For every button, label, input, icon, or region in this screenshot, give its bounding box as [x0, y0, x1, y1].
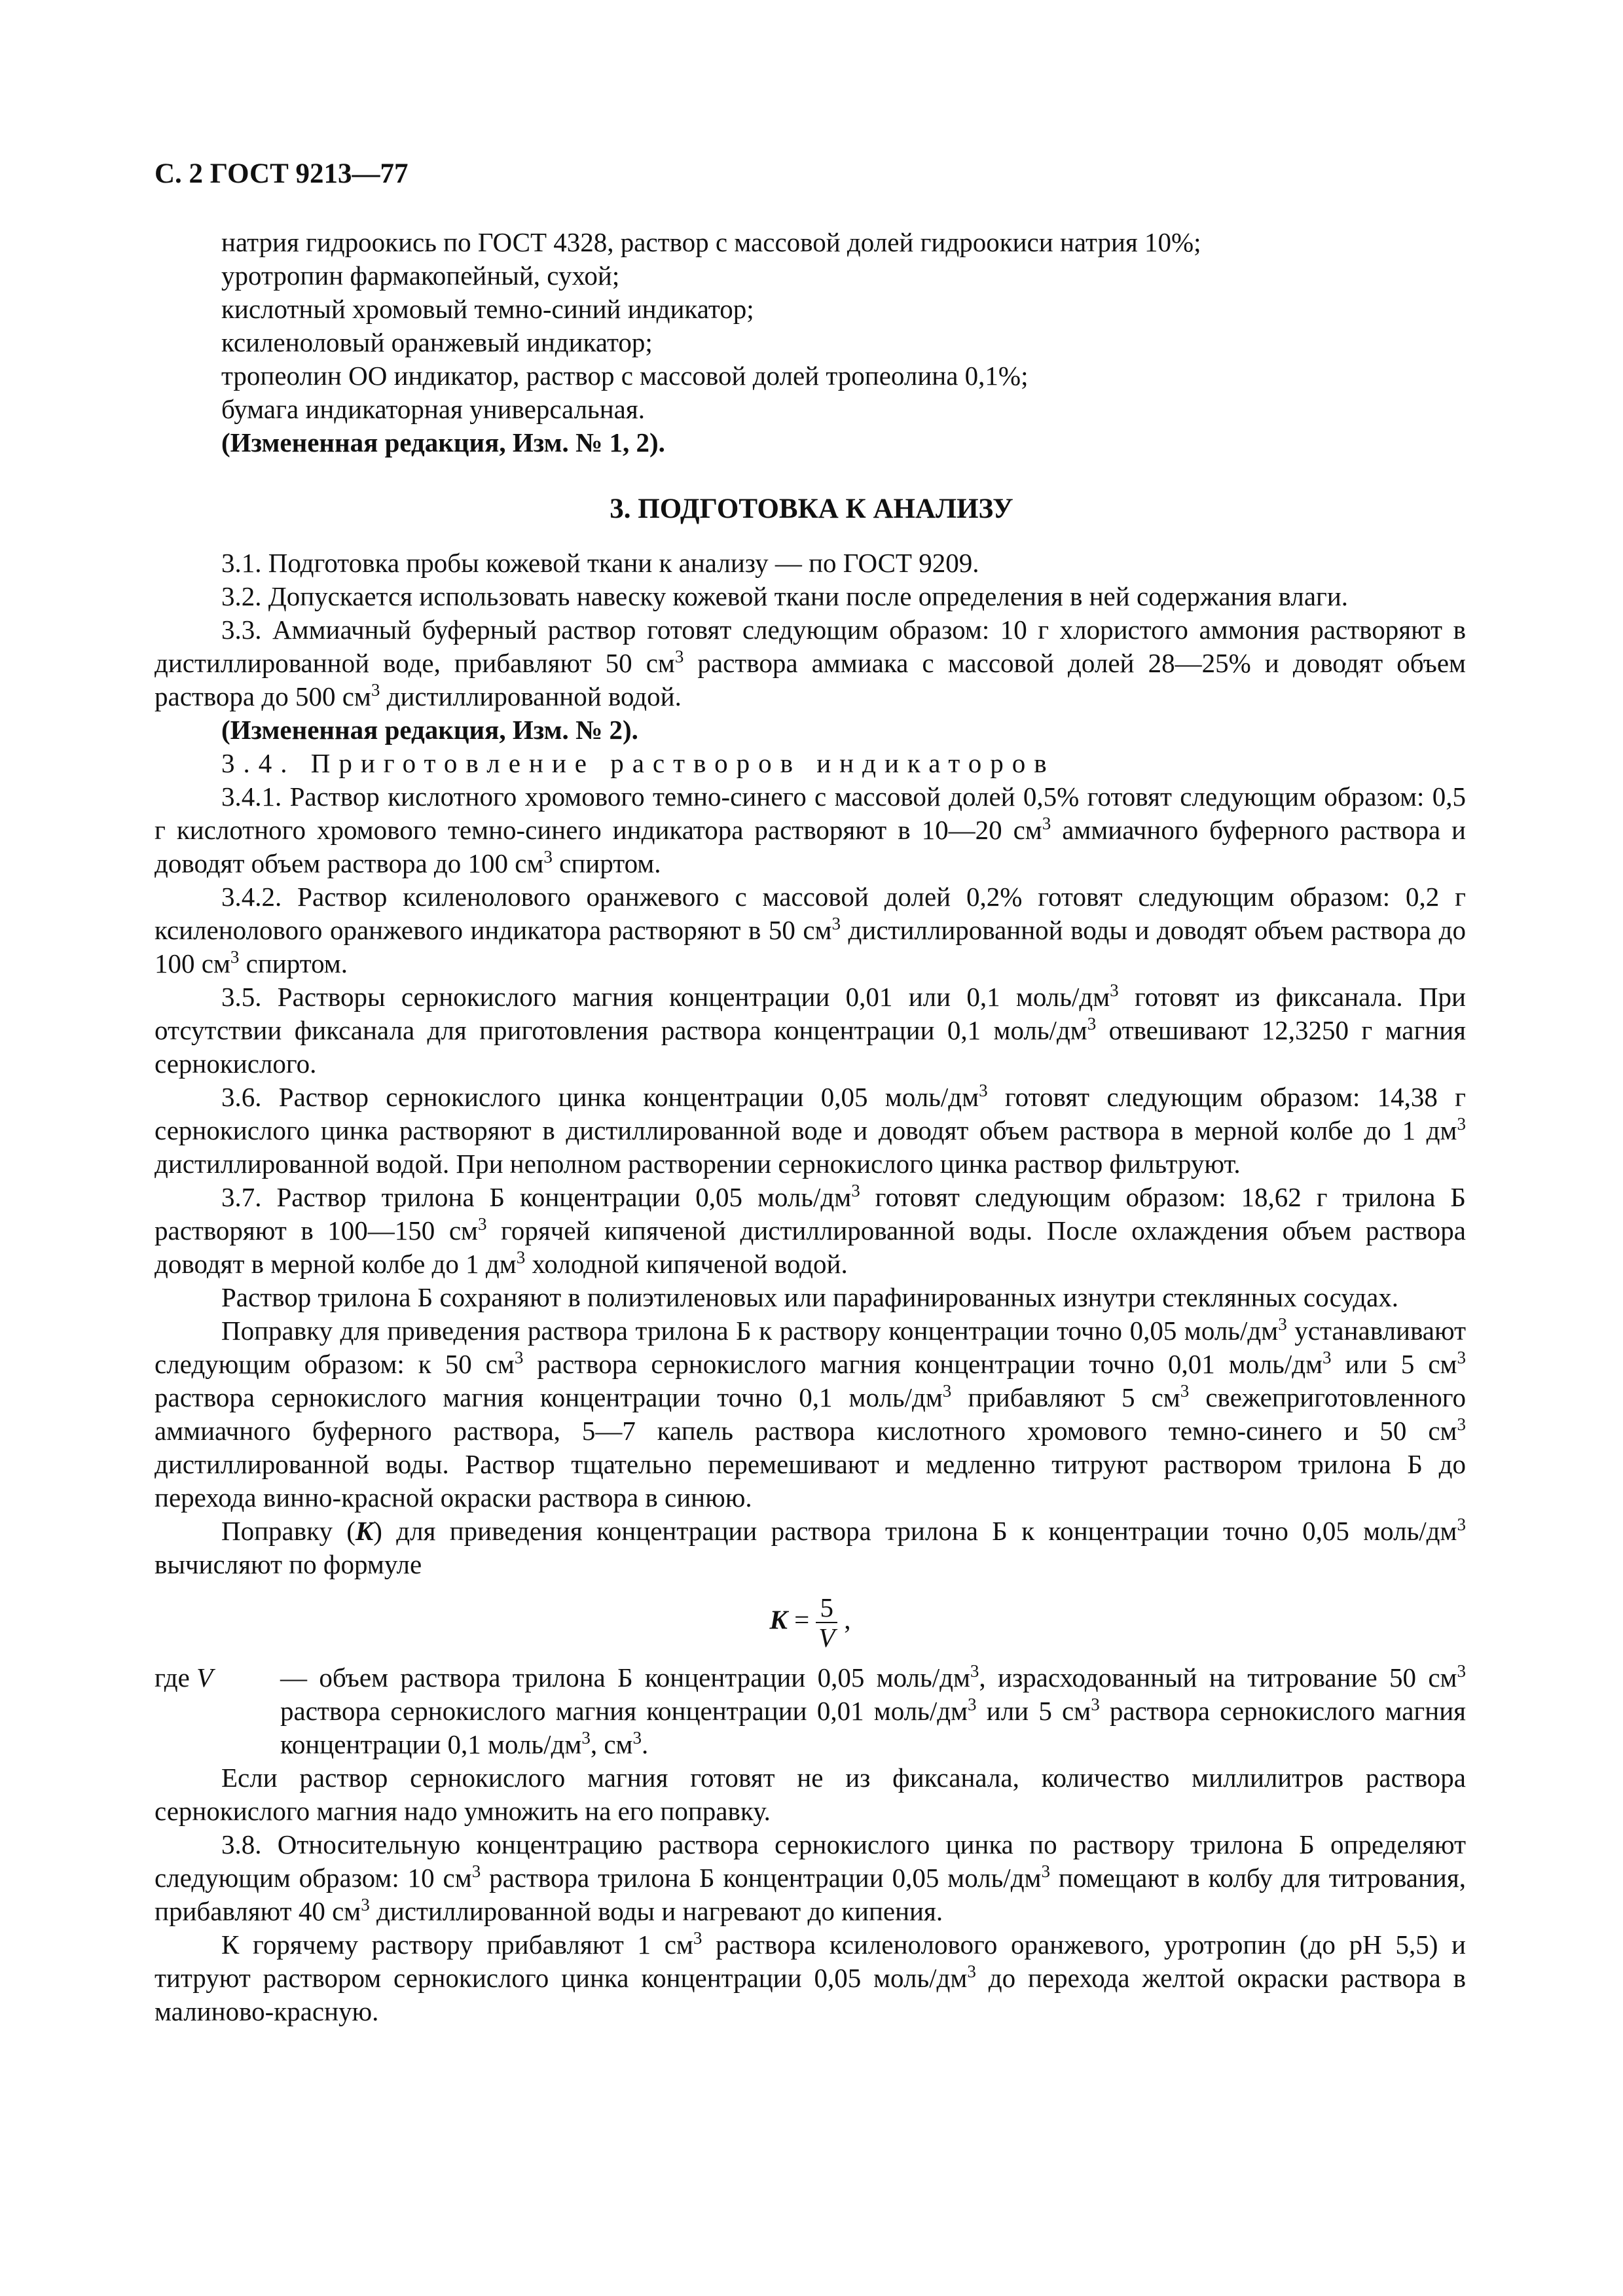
revision-note: (Измененная редакция, Изм. № 1, 2).	[221, 427, 665, 457]
formula-k: K = $\frac{5}{V}$ ,	[769, 1592, 851, 1653]
paragraph-correction: Поправку для приведения раствора трилона Б к раствору концентрации точно 0,05 моль/$дм^3$ устанавливают следующим образом: к 50 $см^3$ раствора сернокислого магния концентрации точно 0,01 моль/$дм^3$ или 5 $см^3$ раствора сернокислого магния концентрации точно 0,1 моль/$дм^3$ прибавляют 5 $см^3$ свежеприготовленного аммиачного буферного раствора, 5—7 капель раствора кислотного хромового темно-синего и 50 $см^3$ дистиллированной воды. Раствор тщательно перемешивают и медленно титруют раствором трилона Б до перехода винно-красной окраски раствора в синюю.	[155, 1314, 1466, 1513]
list-item: ксиленоловый оранжевый индикатор;	[221, 327, 653, 357]
page-header: С. 2 ГОСТ 9213—77	[155, 158, 409, 189]
paragraph-3-3: 3.3. Аммиачный буферный раствор готовят следующим образом: 10 г хлористого аммония растворяют в дистиллированной воде, прибавляют 50 $см^3$ раствора аммиака с массовой долей 28—25% и доводят объем раствора до 500 $см^3$ дистиллированной водой.	[155, 615, 1466, 711]
revision-note: (Измененная редакция, Изм. № 2).	[221, 715, 638, 745]
list-item: бумага индикаторная универсальная.	[221, 394, 645, 424]
paragraph-storage: Раствор трилона Б сохраняют в полиэтиленовых или парафинированных изнутри стеклянных сосудах.	[221, 1282, 1399, 1312]
paragraph-3-7: 3.7. Раствор трилона Б концентрации 0,05 моль/$дм^3$ готовят следующим образом: 18,62 г трилона Б растворяют в 100—150 $см^3$ горячей кипяченой дистиллированной воды. После охлаждения объем раствора доводят в мерной колбе до 1 $дм^3$ холодной кипяченой водой.	[155, 1181, 1466, 1279]
formula-fraction: $\frac{5}{V}$	[816, 1593, 837, 1652]
paragraph-3-6: 3.6. Раствор сернокислого цинка концентрации 0,05 моль/$дм^3$ готовят следующим образом: 14,38 г сернокислого цинка растворяют в дистиллированной воде и доводят объем раствора в мерной колбе до 1 $дм^3$ дистиллированной водой. При неполном растворении сернокислого цинка раствор фильтруют.	[155, 1081, 1467, 1179]
paragraph-3-4-1: 3.4.1. Раствор кислотного хромового темно-синего с массовой долей 0,5% готовят следующим образом: 0,5 г кислотного хромового темно-синего индикатора растворяют в 10—20 $см^3$ аммиачного буферного раствора и доводят объем раствора до 100 $см^3$ спиртом.	[155, 781, 1466, 878]
paragraph-3-8: 3.8. Относительную концентрацию раствора сернокислого цинка по раствору трилона Б определяют следующим образом: 10 $см^3$ раствора трилона Б концентрации 0,05 моль/$дм^3$ помещают в колбу для титрования, прибавляют 40 $см^3$ дистиллированной воды и нагревают до кипения.	[155, 1829, 1466, 1926]
legend-text: — объем раствора трилона Б концентрации 0,05 моль/$дм^3$, израсходованный на титрование 50 $см^3$ раствора сернокислого магния концентрации 0,01 моль/$дм^3$ или 5 $см^3$ раствора сернокислого магния концентрации 0,1 моль/$дм^3$, $см^3$.	[280, 1661, 1466, 1759]
paragraph-correction-k: Поправку (K) для приведения концентрации раствора трилона Б к концентрации точно 0,05 моль/$дм^3$ вычисляют по формуле	[155, 1515, 1466, 1579]
paragraph-3-2: 3.2. Допускается использовать навеску кожевой ткани после определения в ней содержания влаги.	[221, 581, 1349, 611]
list-item: уротропин фармакопейный, сухой;	[221, 260, 620, 291]
paragraph-3-4-2: 3.4.2. Раствор ксиленолового оранжевого с массовой долей 0,2% готовят следующим образом: 0,2 г ксиленолового оранжевого индикатора растворяют в 50 $см^3$ дистиллированной воды и доводят объем раствора до 100 $см^3$ спиртом.	[155, 882, 1466, 978]
section-title: 3. ПОДГОТОВКА К АНАЛИЗУ	[610, 493, 1013, 524]
section-body	[155, 547, 1466, 2028]
list-item: кислотный хромовый темно-синий индикатор;	[221, 294, 754, 324]
reagent-list	[221, 226, 1465, 459]
paragraph-fixanal: Если раствор сернокислого магния готовят не из фиксанала, количество миллилитров раствора сернокислого магния надо умножить на его поправку.	[155, 1763, 1466, 1826]
list-item: тропеолин ОО индикатор, раствор с массовой долей тропеолина 0,1%;	[221, 361, 1029, 391]
paragraph-3-5: 3.5. Растворы сернокислого магния концентрации 0,01 или 0,1 моль/$дм^3$ готовят из фиксанала. При отсутствии фиксанала для приготовления раствора концентрации 0,1 моль/$дм^3$ отвешивают 12,3250 г магния сернокислого.	[155, 980, 1467, 1079]
list-item: натрия гидроокись по ГОСТ 4328, раствор с массовой долей гидроокиси натрия 10%;	[221, 227, 1201, 257]
paragraph-hot-solution: К горячему раствору прибавляют 1 $см^3$ раствора ксиленолового оранжевого, уротропин (до рН 5,5) и титруют раствором сернокислого цинка концентрации 0,05 моль/$дм^3$ до перехода желтой окраски раствора в малиново-красную.	[155, 1928, 1467, 2026]
paragraph-3-1: 3.1. Подготовка пробы кожевой ткани к анализу — по ГОСТ 9209.	[221, 548, 979, 578]
paragraph-3-4: 3.4. Приготовление растворов индикаторов	[221, 748, 1055, 778]
formula-legend: где V — объем раствора трилона Б концентрации 0,05 моль/$дм^3$, израсходованный на титрование 50 $см^3$ раствора сернокислого магния концентрации 0,01 моль/$дм^3$ или 5 $см^3$ раствора сернокислого магния концентрации 0,1 моль/$дм^3$, $см^3$.	[155, 1661, 1466, 1761]
